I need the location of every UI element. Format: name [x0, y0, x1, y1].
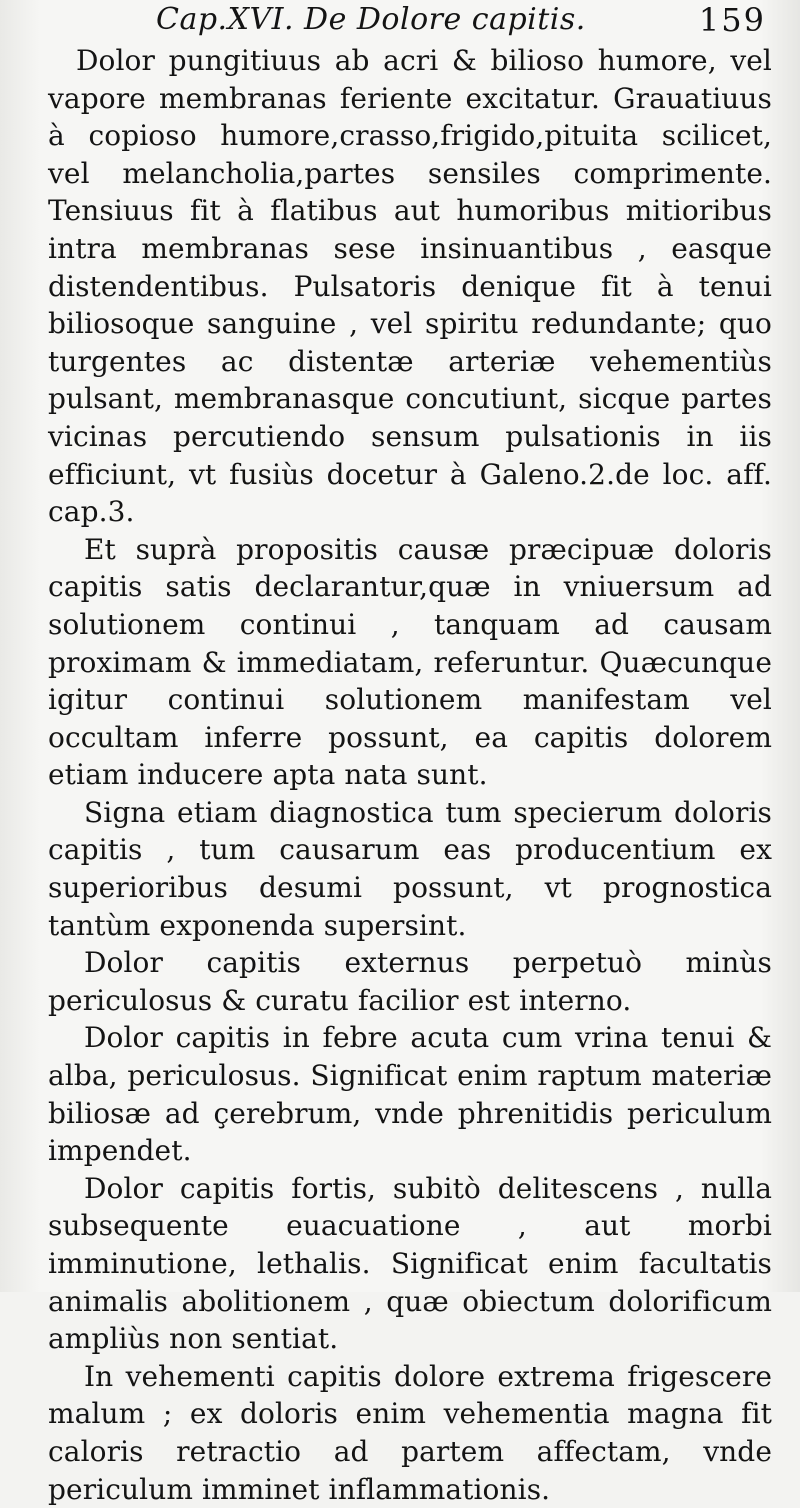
- body-text: [48, 42, 772, 1508]
- page-header: [48, 0, 766, 40]
- page-number: 159: [698, 1, 766, 39]
- running-title: Cap.XVI. De Dolore capitis.: [156, 2, 586, 37]
- paragraph-6: Dolor capitis fortis, subitò delitescens , nulla subsequente euacuatione , aut morbi imminutione, lethalis. Significat enim facultatis animalis abolitionem , quæ obiectum dolorificum ampliùs non sentiat.: [48, 1171, 772, 1356]
- paragraph-4: Dolor capitis externus perpetuò minùs periculosus & curatu facilior est interno.: [48, 946, 772, 1017]
- paragraph-7: In vehementi capitis dolore extrema frigescere malum ; ex doloris enim vehementia magna fit caloris retractio ad partem affectam, vnde periculum imminet inflammationis.: [48, 1359, 772, 1506]
- paragraph-2: Et suprà propositis causæ præcipuæ doloris capitis satis declarantur,quæ in vniuersum ad solutionem continui , tanquam ad causam proximam & immediatam, referuntur. Quæcunque igitur continui solutionem manifestam vel occultam inferre possunt, ea capitis dolorem etiam inducere apta nata sunt.: [48, 532, 772, 792]
- paragraph-3: Signa etiam diagnostica tum specierum doloris capitis , tum causarum eas producentium ex superioribus desumi possunt, vt prognostica tantùm exponenda supersint.: [48, 795, 772, 942]
- paragraph-1: Dolor pungitiuus ab acri & bilioso humore, vel vapore membranas feriente excitatur. Grauatiuus à copioso humore,crasso,frigido,pituita scilicet, vel melancholia,partes sensiles comprimente. Tensiuus fit à flatibus aut humoribus mitioribus intra membranas sese insinuantibus , easque distendentibus. Pulsatoris denique fit à tenui biliosoque sanguine , vel spiritu redundante; quo turgentes ac distentæ arteriæ vehementiùs pulsant, membranasque concutiunt, sicque partes vicinas percutiendo sensum pulsationis in iis efficiunt, vt fusiùs docetur à Galeno.2.de loc. aff. cap.3.: [48, 44, 772, 529]
- paragraph-5: Dolor capitis in febre acuta cum vrina tenui & alba, periculosus. Significat enim raptum materiæ biliosæ ad çerebrum, vnde phrenitidis periculum impendet.: [48, 1021, 772, 1168]
